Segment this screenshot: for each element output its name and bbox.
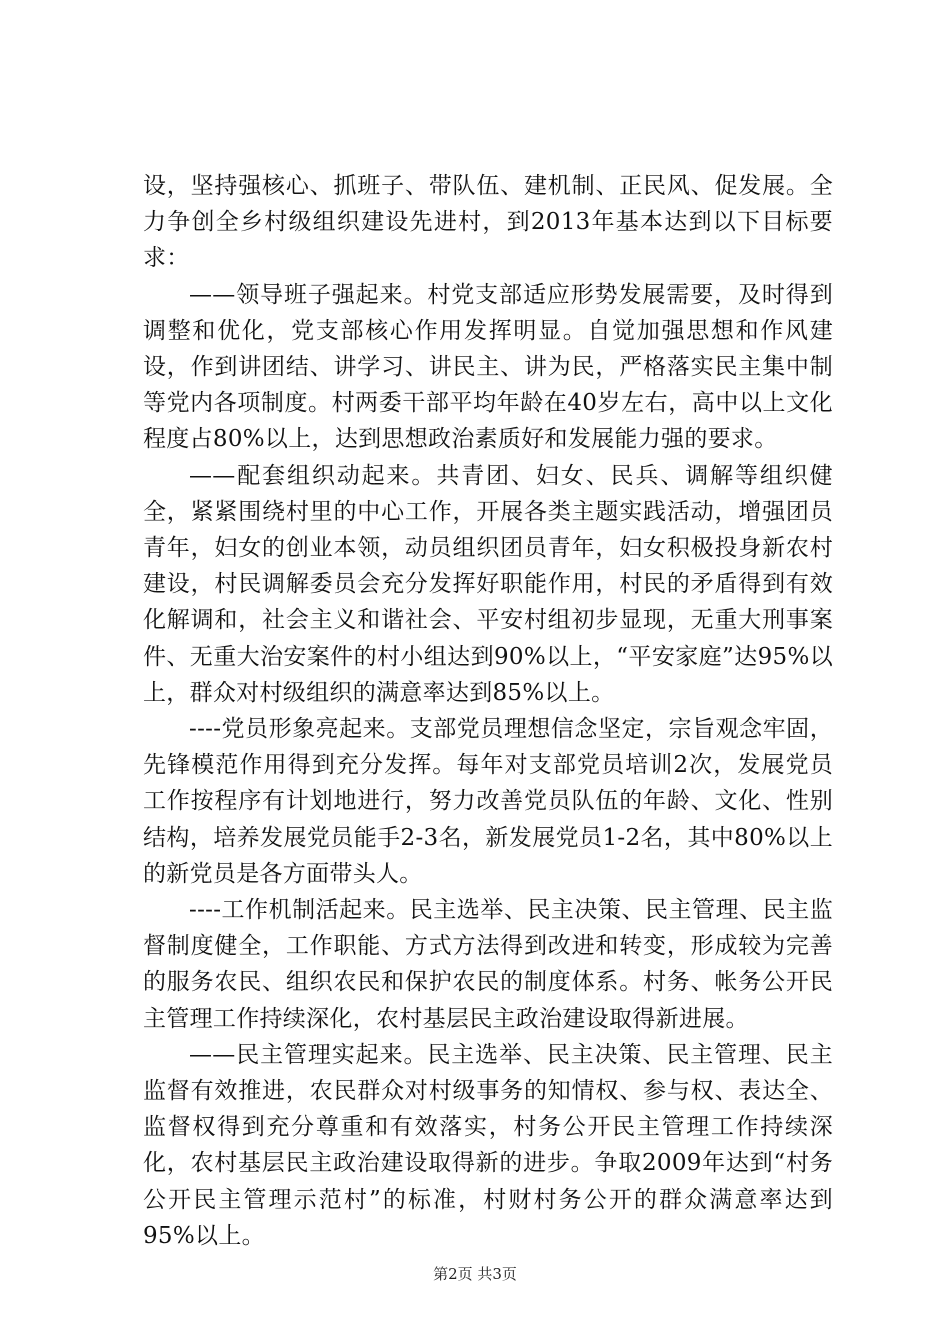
page-footer [0,1264,950,1284]
page-number: 第2页 共3页 [433,1265,517,1283]
document-body [143,168,833,1254]
paragraph-leadership: ——领导班子强起来。村党支部适应形势发展需要，及时得到调整和优化，党支部核心作用发挥明显。自觉加强思想和作风建设，作到讲团结、讲学习、讲民主、讲为民，严格落实民主集中制等党内各项制度。村两委干部平均年龄在40岁左右，高中以上文化程度占80%以上，达到思想政治素质好和发展能力强的要求。 [143,281,833,453]
paragraph-organizations: ——配套组织动起来。共青团、妇女、民兵、调解等组织健全，紧紧围绕村里的中心工作，开展各类主题实践活动，增强团员青年，妇女的创业本领，动员组织团员青年，妇女积极投身新农村建设，村民调解委员会充分发挥好职能作用，村民的矛盾得到有效化解调和，社会主义和谐社会、平安村组初步显现，无重大刑事案件、无重大治安案件的村小组达到90%以上，“平安家庭”达95%以上，群众对村级组织的满意率达到85%以上。 [143,462,833,706]
paragraph-intro: 设，坚持强核心、抓班子、带队伍、建机制、正民风、促发展。全力争创全乡村级组织建设先进村，到2013年基本达到以下目标要求： [143,173,833,272]
paragraph-democratic-management: ——民主管理实起来。民主选举、民主决策、民主管理、民主监督有效推进，农民群众对村级事务的知情权、参与权、表达全、监督权得到充分尊重和有效落实，村务公开民主管理工作持续深化，农村基层民主政治建设取得新的进步。争取2009年达到“村务公开民主管理示范村”的标准，村财村务公开的群众满意率达到95%以上。 [143,1041,833,1249]
paragraph-work-mechanism: ----工作机制活起来。民主选举、民主决策、民主管理、民主监督制度健全，工作职能、方式方法得到改进和转变，形成较为完善的服务农民、组织农民和保护农民的制度体系。村务、帐务公开民主管理工作持续深化，农村基层民主政治建设取得新进展。 [143,897,833,1032]
paragraph-party-members: ----党员形象亮起来。支部党员理想信念坚定，宗旨观念牢固，先锋模范作用得到充分发挥。每年对支部党员培训2次，发展党员工作按程序有计划地进行，努力改善党员队伍的年龄、文化、性别结构，培养发展党员能手2-3名，新发展党员1-2名，其中80%以上的新党员是各方面带头人。 [143,716,833,887]
